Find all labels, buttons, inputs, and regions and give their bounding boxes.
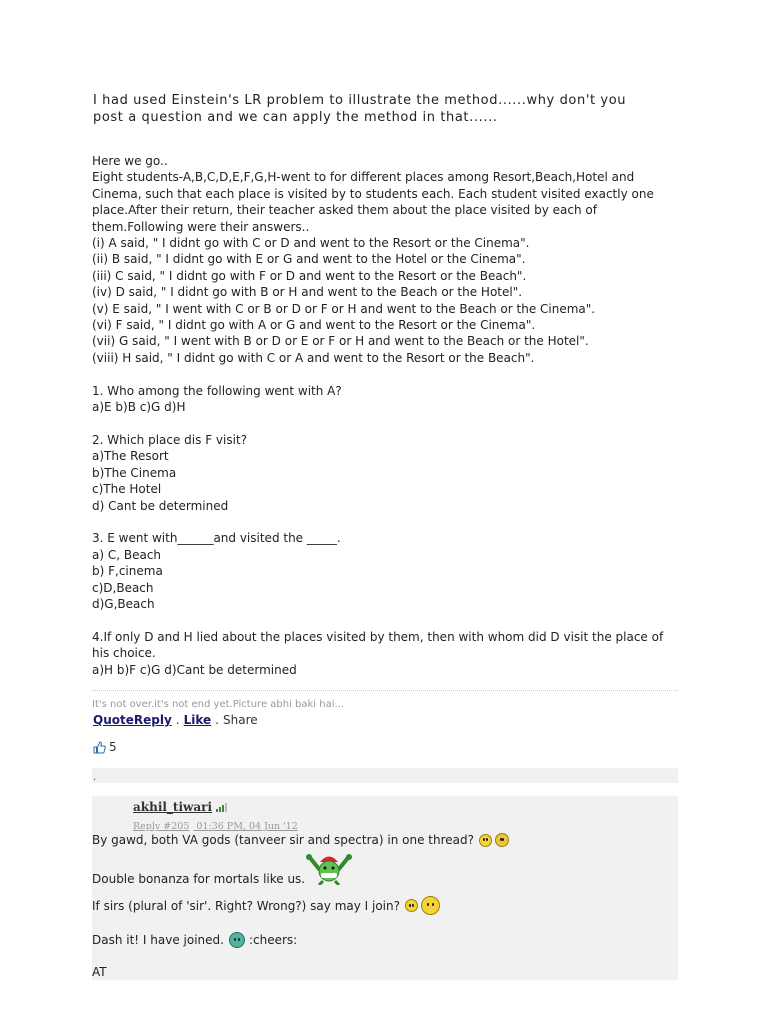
intro-text: I had used Einstein's LR problem to illustrate the method......why don't you post a question and we can apply the method in that......	[93, 93, 627, 125]
thumbs-up-icon	[93, 741, 106, 754]
quote-reply-link[interactable]: QuoteReply	[93, 713, 172, 727]
question-2-option: b)The Cinema	[92, 465, 177, 480]
post-line: (ii) B said, " I didnt go with E or G and went to the Hotel or the Cinema".	[92, 252, 526, 267]
reply-line	[92, 872, 678, 886]
question-2: 2. Which place dis F visit?	[92, 432, 248, 447]
thinking-smiley-icon	[495, 833, 509, 847]
like-count: 5	[109, 740, 117, 754]
reply-line-text: Dash it! I have joined.	[92, 933, 224, 947]
separator: .	[215, 713, 219, 727]
post-line: Here we go..	[92, 154, 168, 168]
question-3-option: a) C, Beach	[92, 547, 162, 562]
reply-author[interactable]	[133, 800, 227, 814]
post-line: (v) E said, " I went with C or B or D or F or H and went to the Beach or the Cinema".	[92, 301, 596, 316]
question-2-option: a)The Resort	[92, 449, 169, 464]
reply-line-text: By gawd, both VA gods (tanveer sir and spectra) in one thread?	[92, 833, 474, 847]
reply-line	[92, 833, 678, 847]
signature-divider	[92, 690, 678, 691]
post-actions	[93, 713, 258, 727]
grinning-face-icon	[229, 932, 245, 948]
cheers-text: :cheers:	[248, 933, 298, 947]
question-4: 4.If only D and H lied about the places visited by them, then with whom did D visit the place of his choice.	[92, 629, 664, 661]
post-body	[92, 153, 682, 678]
post-line: (iv) D said, " I didnt go with B or H and went to the Beach or the Hotel".	[92, 285, 523, 300]
question-1-options: a)E b)B c)G d)H	[92, 400, 186, 415]
smiley-icon	[479, 834, 492, 847]
separator-mark: .	[93, 772, 97, 783]
post-line: (vii) G said, " I went with B or D or E or F or H and went to the Beach or the Hotel".	[92, 334, 589, 349]
question-2-option: d) Cant be determined	[92, 498, 229, 513]
post-line: Eight students-A,B,C,D,E,F,G,H-went to for different places among Resort,Beach,Hotel and Cinema, such that each place is visited by to students each. Each student visited exactly one place.After their return, their teacher asked them about the place visited by each of them.Following were their answers..	[92, 170, 654, 234]
question-1: 1. Who among the following went with A?	[92, 383, 342, 398]
reply-line-text: If sirs (plural of 'sir'. Right? Wrong?) say may I join?	[92, 898, 400, 913]
post-line: (viii) H said, " I didnt go with C or A and went to the Resort or the Beach".	[92, 350, 535, 365]
reply-line	[92, 965, 678, 979]
post-line: (iii) C said, " I didnt go with F or D and went to the Resort or the Beach".	[92, 268, 527, 283]
reply-line	[92, 932, 678, 948]
question-3: 3. E went with______and visited the _____.	[92, 531, 341, 546]
signature: It's not over.it's not end yet.Picture abhi baki hai...	[92, 699, 345, 710]
question-3-option: d)G,Beach	[92, 596, 155, 611]
post-line: (vi) F said, " I didnt go with A or G and went to the Resort or the Cinema".	[92, 318, 536, 333]
smiley-icon	[405, 899, 418, 912]
like-counter[interactable]	[93, 740, 117, 754]
author-name[interactable]: akhil_tiwari	[133, 800, 213, 814]
post-line: (i) A said, " I didnt go with C or D and went to the Resort or the Cinema".	[92, 236, 530, 251]
question-2-option: c)The Hotel	[92, 482, 162, 497]
like-link[interactable]: Like	[183, 713, 212, 727]
reply-meta	[133, 821, 302, 832]
big-grin-icon	[421, 896, 440, 915]
question-3-option: b) F,cinema	[92, 564, 163, 579]
reply-line-text: Double bonanza for mortals like us.	[92, 872, 306, 886]
post-separator-bar	[92, 768, 678, 783]
question-3-option: c)D,Beach	[92, 580, 154, 595]
question-4-options: a)H b)F c)G d)Cant be determined	[92, 662, 297, 677]
reply-line	[92, 896, 678, 915]
share-link[interactable]: Share	[223, 713, 258, 727]
reply-timestamp: 01:36 PM, 04 Jun '12	[196, 821, 298, 832]
separator: .	[175, 713, 180, 727]
reply-number[interactable]: Reply #205	[133, 821, 190, 832]
signal-icon	[216, 802, 227, 812]
reply-signoff: AT	[92, 965, 107, 979]
